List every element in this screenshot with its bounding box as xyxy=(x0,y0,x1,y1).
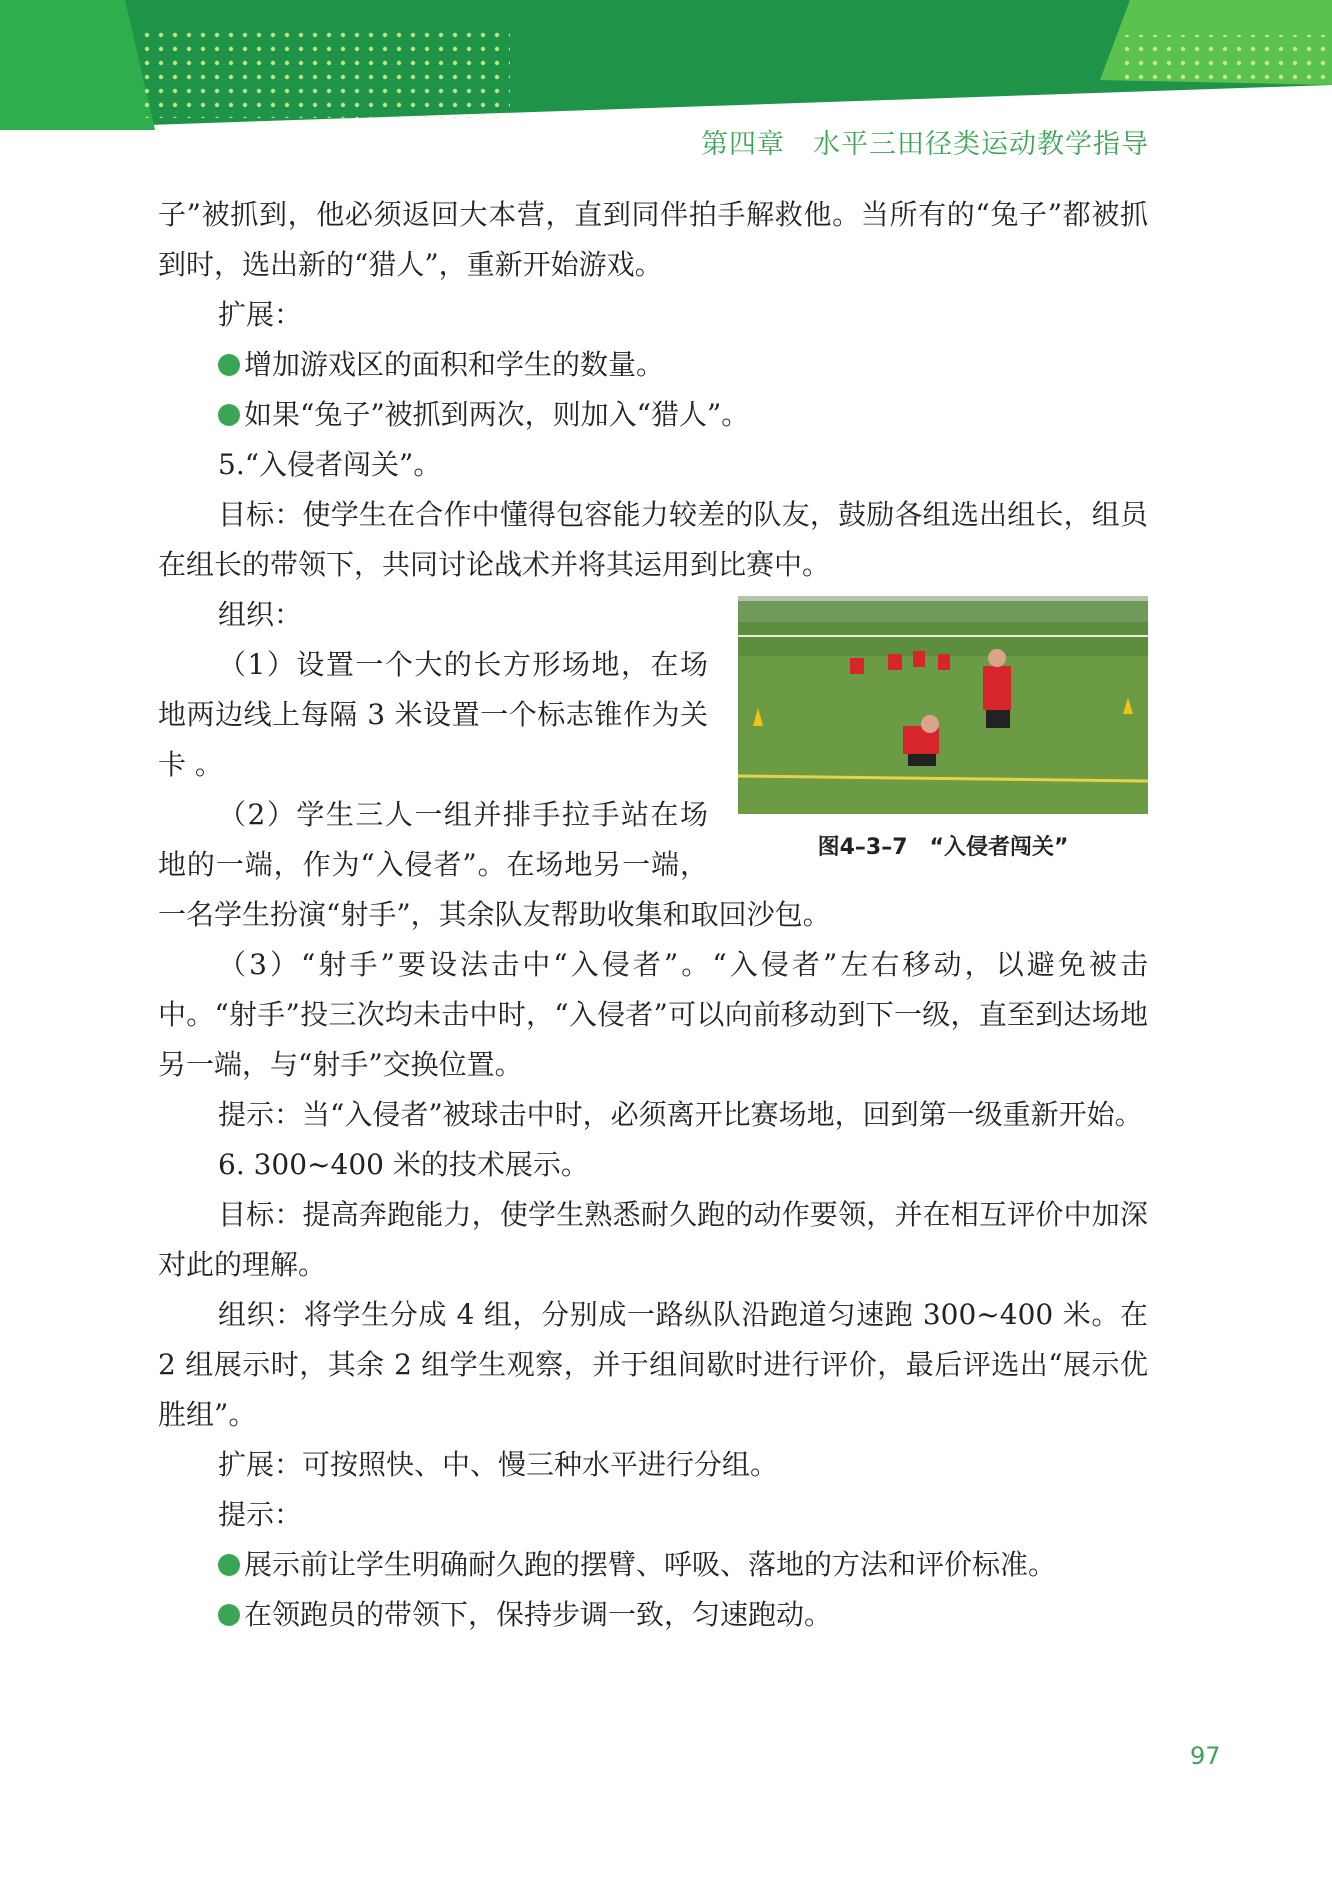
bullet-dot-icon xyxy=(218,404,240,426)
bullet-item: 增加游戏区的面积和学生的数量。 xyxy=(158,340,1148,390)
header-banner xyxy=(0,0,1332,130)
bullet-item: 展示前让学生明确耐久跑的摆臂、呼吸、落地的方法和评价标准。 xyxy=(158,1540,1148,1590)
bullet-item: 在领跑员的带领下，保持步调一致，匀速跑动。 xyxy=(158,1590,1148,1640)
section-goal: 目标：提高奔跑能力，使学生熟悉耐久跑的动作要领，并在相互评价中加深对此的理解。 xyxy=(158,1198,1148,1281)
step-text: （2）学生三人一组并排手拉手站在场地的一端，作为“入侵者”。在场地另一端，一名学生扮演“射手”，其余队友帮助收集和取回沙包。 xyxy=(158,798,831,931)
bullet-dot-icon xyxy=(218,354,240,376)
tip-text: 提示：当“入侵者”被球击中时，必须离开比赛场地，回到第一级重新开始。 xyxy=(218,1098,1143,1131)
section-goal: 目标：使学生在合作中懂得包容能力较差的队友，鼓励各组选出组长，组员在组长的带领下，共同讨论战术并将其运用到比赛中。 xyxy=(158,498,1148,581)
expansion-label: 扩展： xyxy=(218,298,303,331)
figure xyxy=(738,596,1148,868)
bullet-dot-icon xyxy=(218,1604,240,1626)
field-photo xyxy=(738,596,1148,814)
section-title: 6. 300~400 米的技术展示。 xyxy=(218,1148,589,1181)
expansion-text: 扩展：可按照快、中、慢三种水平进行分组。 xyxy=(218,1448,779,1481)
tip-label: 提示： xyxy=(218,1498,303,1531)
step-text: （1）设置一个大的长方形场地，在场地两边线上每隔 3 米设置一个标志锥作为关卡 。 xyxy=(158,648,708,781)
org-text: 组织：将学生分成 4 组，分别成一路纵队沿跑道匀速跑 300~400 米。在 2 组展示时，其余 2 组学生观察，并于组间歇时进行评价，最后评选出“展示优胜组”。 xyxy=(158,1298,1148,1431)
figure-caption: 图4–3–7 “入侵者闯关” xyxy=(817,835,1069,860)
section-title: 5.“入侵者闯关”。 xyxy=(218,448,442,481)
chapter-header: 第四章 水平三田径类运动教学指导 xyxy=(701,129,1149,160)
paragraph: 子”被抓到，他必须返回大本营，直到同伴拍手解救他。当所有的“兔子”都被抓到时，选出新的“猎人”，重新开始游戏。 xyxy=(158,198,1148,281)
bullet-dot-icon xyxy=(218,1554,240,1576)
bullet-item: 如果“兔子”被抓到两次，则加入“猎人”。 xyxy=(158,390,1148,440)
org-label: 组织： xyxy=(218,598,303,631)
page-number: 97 xyxy=(1190,1742,1221,1770)
step-text: （3）“射手”要设法击中“入侵者”。“入侵者”左右移动，以避免被击中。“射手”投三次均未击中时，“入侵者”可以向前移动到下一级，直至到达场地另一端，与“射手”交换位置。 xyxy=(158,948,1148,1081)
page-body xyxy=(158,190,1148,1640)
